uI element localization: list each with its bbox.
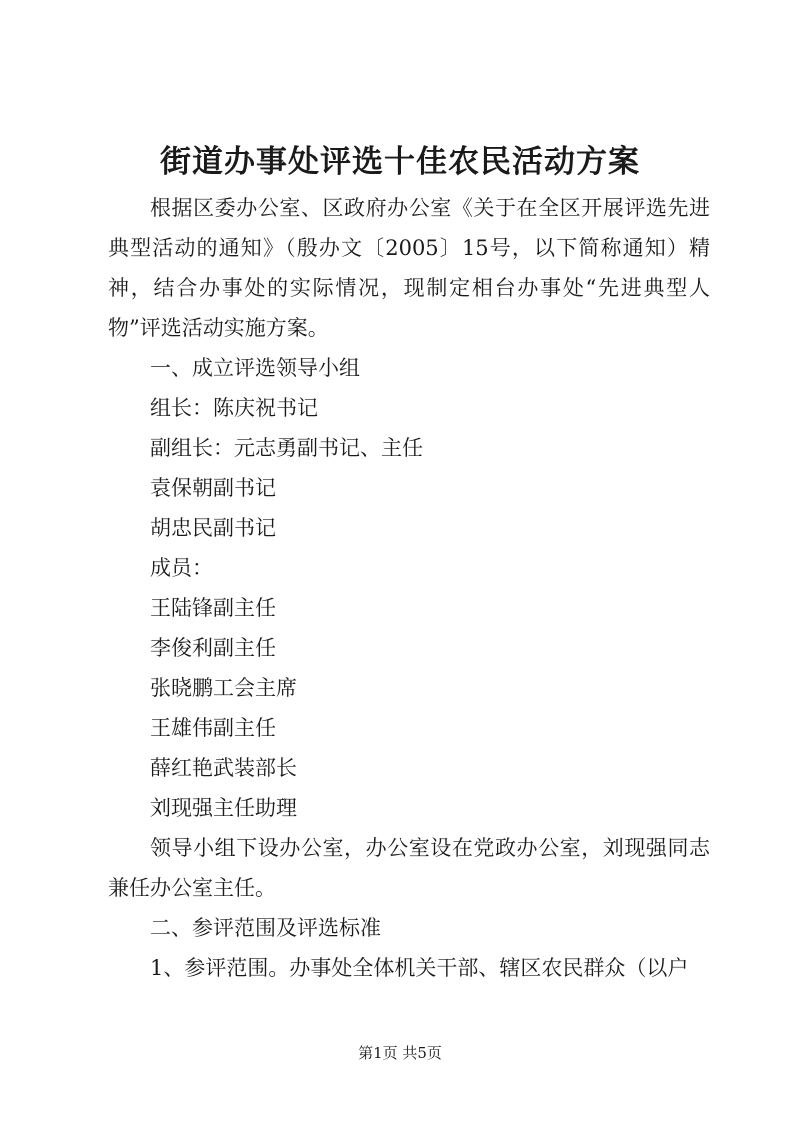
document-body [108, 188, 710, 988]
page-footer: 第1页 共5页 [358, 1044, 442, 1062]
member-line: 薛红艳武装部长 [150, 756, 297, 780]
document-title: 街道办事处评选十佳农民活动方案 [160, 144, 640, 180]
member-line: 王陆锋副主任 [150, 596, 276, 620]
intro-paragraph: 根据区委办公室、区政府办公室《关于在全区开展评选先进典型活动的通知》（殷办文〔2005〕15号，以下简称通知）精神，结合办事处的实际情况，现制定相台办事处“先进典型人物”评选活动实施方案。 [108, 196, 710, 340]
office-note-paragraph: 领导小组下设办公室，办公室设在党政办公室，刘现强同志兼任办公室主任。 [108, 836, 710, 900]
member-line: 李俊利副主任 [150, 636, 276, 660]
members-label: 成员： [150, 556, 213, 580]
deputy-line-3: 胡忠民副书记 [150, 516, 276, 540]
scope-item: 1、参评范围。办事处全体机关干部、辖区农民群众（以户 [150, 956, 689, 980]
member-line: 刘现强主任助理 [150, 796, 297, 820]
section-heading-1: 一、成立评选领导小组 [150, 356, 360, 380]
section-heading-2: 二、参评范围及评选标准 [150, 916, 381, 940]
deputy-leader-line: 副组长：元志勇副书记、主任 [150, 436, 423, 460]
member-line: 王雄伟副主任 [150, 716, 276, 740]
leader-line: 组长：陈庆祝书记 [150, 396, 318, 420]
deputy-line-2: 袁保朝副书记 [150, 476, 276, 500]
member-line: 张晓鹏工会主席 [150, 676, 297, 700]
